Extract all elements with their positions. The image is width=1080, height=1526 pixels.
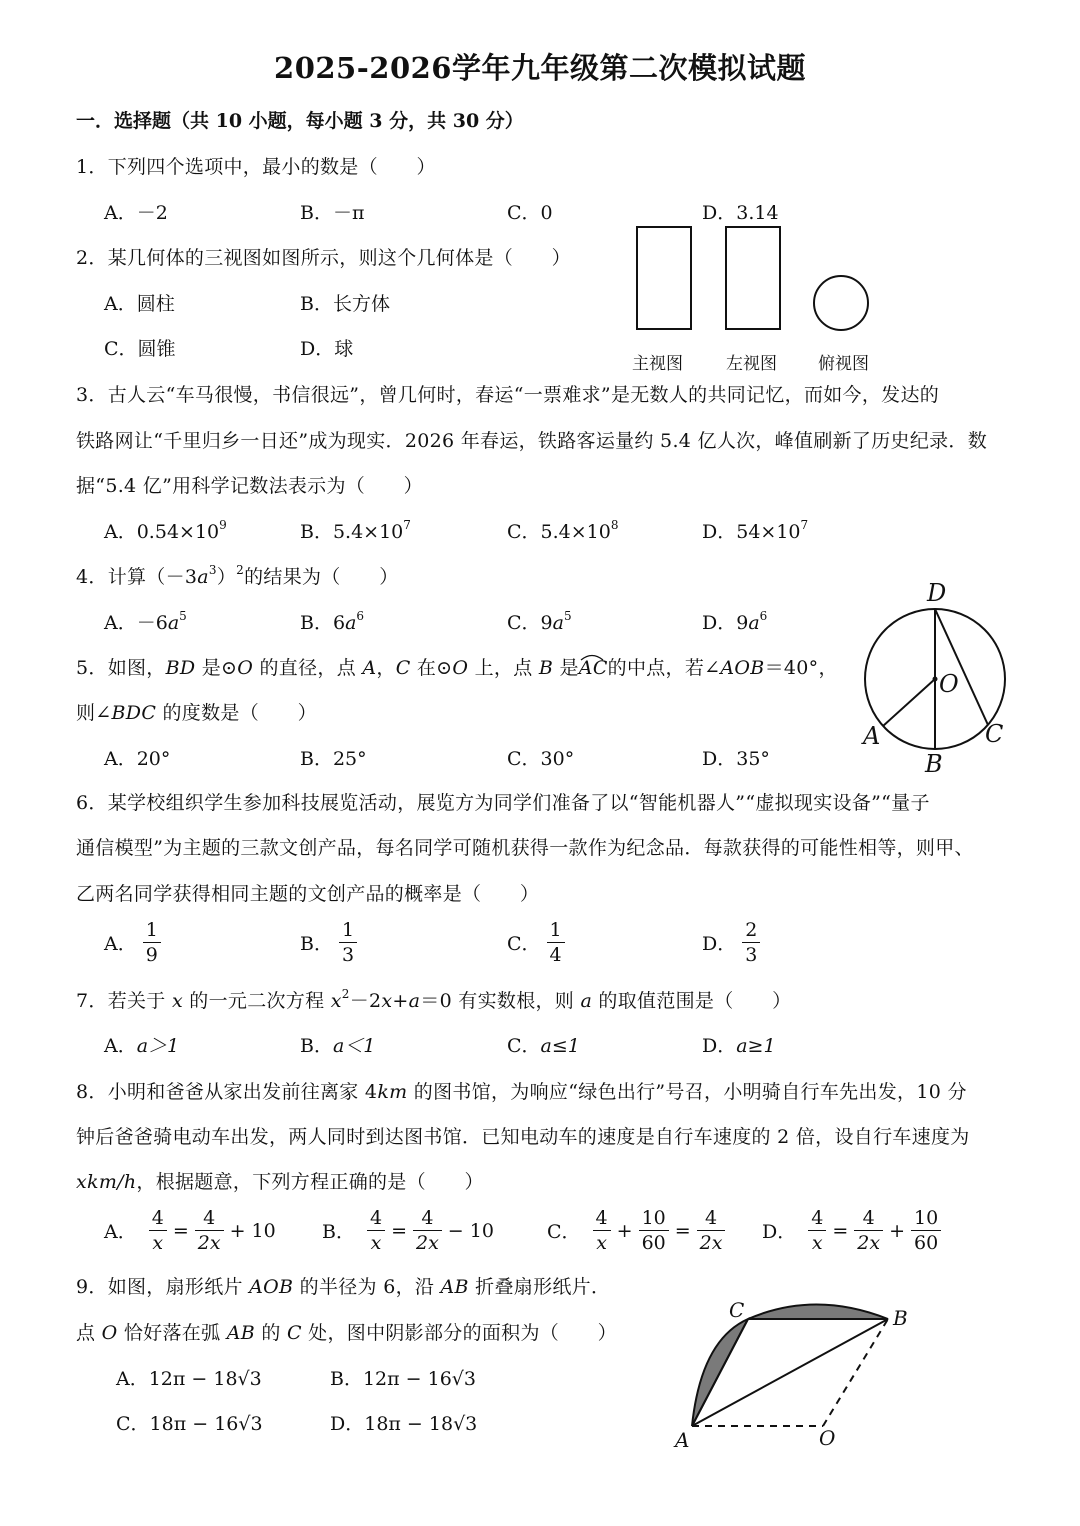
arc-ac: AC [578, 657, 608, 679]
label-b: B [893, 1306, 908, 1330]
q8-option-b: B． $\frac{4}{x}$ = $\frac{4}{2x}$ − 10 [322, 1207, 494, 1254]
q4-option-c: C．$9a^5$ [507, 609, 572, 634]
page-title: 2025-2026学年九年级第二次模拟试题 [274, 51, 806, 85]
label-a: A [863, 722, 881, 750]
q2-option-a: A．圆柱 [104, 293, 175, 315]
front-view-caption: 主视图 [632, 354, 683, 374]
q9-option-d: D．18π − 18√3 [330, 1413, 478, 1435]
left-view-caption: 左视图 [726, 354, 777, 374]
circle-figure [855, 575, 1035, 780]
question-3-line-1: 3．古人云“车马很慢，书信很远”，曾几何时，春运“一票难求”是无数人的共同记忆，而如今，发达的 [76, 384, 940, 406]
label-c: C [729, 1298, 745, 1322]
question-9-line-2: 点 O 恰好落在弧 AB 的 C 处，图中阴影部分的面积为（ ） [76, 1322, 617, 1344]
q1-option-b: B．－π [300, 202, 365, 224]
q8-option-c: C． $\frac{4}{x}$ + $\frac{10}{60}$ = $\frac{4}{2x}$ [547, 1206, 727, 1255]
q6-option-c: C． $\frac{1}{4}$ [507, 918, 567, 967]
label-a: A [675, 1428, 690, 1452]
q1-option-d: D．3.14 [702, 202, 779, 224]
question-3-line-2: 铁路网让“千里归乡一日还”成为现实．2026 年春运，铁路客运量约 5.4 亿人次，峰值刷新了历史纪录．数 [76, 430, 988, 452]
q9-option-a: A．12π − 18√3 [116, 1368, 262, 1390]
shaded-region-cb [748, 1305, 888, 1320]
q4-option-b: B．$6a^6$ [300, 609, 365, 634]
question-5-line-2: 则∠BDC 的度数是（ ） [76, 702, 317, 724]
label-o: O [819, 1426, 836, 1450]
q1-option-c: C．0 [507, 202, 553, 224]
q3-option-c: C．$5.4\times 10^8$ [507, 518, 619, 543]
q2-option-c: C．圆锥 [104, 338, 176, 360]
question-8-line-1: 8．小明和爸爸从家出发前往离家 4km 的图书馆，为响应“绿色出行”号召，小明骑自行车先出发，10 分 [76, 1081, 967, 1103]
question-9-line-1: 9．如图，扇形纸片 AOB 的半径为 6，沿 AB 折叠扇形纸片． [76, 1276, 611, 1298]
front-view-rect [637, 227, 691, 329]
q5-option-b: B．25° [300, 748, 367, 770]
center-dot [933, 677, 938, 682]
question-6-line-1: 6．某学校组织学生参加科技展览活动，展览方为同学们准备了以“智能机器人”“虚拟现实设备”“量子 [76, 792, 930, 814]
q7-option-a: A．a＞1 [104, 1035, 180, 1057]
question-8-line-3: xkm/h，根据题意，下列方程正确的是（ ） [76, 1171, 484, 1193]
segment-oa [883, 679, 935, 726]
q3-option-a: A．$0.54\times 10^9$ [104, 518, 227, 543]
q9-option-b: B．12π − 16√3 [330, 1368, 476, 1390]
section-heading: 一．选择题（共 10 小题，每小题 3 分，共 30 分） [76, 110, 524, 132]
question-6-line-3: 乙两名同学获得相同主题的文创产品的概率是（ ） [76, 883, 540, 905]
q8-option-d: D． $\frac{4}{x}$ = $\frac{4}{2x}$ + $\frac{10}{60}$ [762, 1206, 943, 1255]
q6-option-b: B． $\frac{1}{3}$ [300, 918, 359, 967]
q3-option-b: B．$5.4\times 10^7$ [300, 518, 411, 543]
label-d: D [927, 579, 947, 607]
q5-option-d: D．35° [702, 748, 770, 770]
question-8-line-2: 钟后爸爸骑电动车出发，两人同时到达图书馆．已知电动车的速度是自行车速度的 2 倍，设自行车速度为 [76, 1126, 970, 1148]
q5-option-c: C．30° [507, 748, 575, 770]
q8-option-a: A． $\frac{4}{x}$ = $\frac{4}{2x}$ + 10 [104, 1207, 276, 1254]
q2-option-b: B．长方体 [300, 293, 390, 315]
question-4-stem: 4．计算$(-3a^3)^2$的结果为（ ） [76, 563, 399, 588]
q4-option-a: A．$-6a^5$ [104, 609, 187, 634]
left-view-rect [726, 227, 780, 329]
top-view-circle [814, 276, 868, 330]
three-view-figure [620, 218, 900, 338]
question-5-line-1: 5．如图，BD 是⊙O 的直径，点 A，C 在⊙O 上，点 B 是AC 的中点，若∠AOB＝40°， [76, 657, 838, 679]
q2-option-d: D．球 [300, 338, 354, 360]
q4-option-d: D．$9a^6$ [702, 609, 768, 634]
q1-option-a: A．－2 [104, 202, 168, 224]
q7-option-c: C．a≤1 [507, 1035, 580, 1057]
label-o: O [939, 670, 959, 698]
q7-option-d: D．a≥1 [702, 1035, 776, 1057]
q5-option-a: A．20° [104, 748, 171, 770]
question-3-line-3: 据“5.4 亿”用科学记数法表示为（ ） [76, 475, 423, 497]
label-c: C [985, 720, 1004, 748]
q9-option-c: C．18π − 16√3 [116, 1413, 263, 1435]
question-1-stem: 1．下列四个选项中，最小的数是（ ） [76, 156, 436, 178]
q3-option-d: D．$54\times 10^7$ [702, 518, 809, 543]
label-b: B [925, 750, 943, 778]
radius-ob-dashed [823, 1319, 888, 1426]
chord-ab [692, 1319, 888, 1426]
sector-fold-figure [665, 1290, 925, 1460]
question-6-line-2: 通信模型”为主题的三款文创产品，每名同学可随机获得一款作为纪念品．每款获得的可能性相等，则甲、 [76, 837, 974, 859]
question-7-stem: 7．若关于 x 的一元二次方程 $x^2-2x+a=0$ 有实数根，则 a 的取值范围是（ ） [76, 987, 792, 1012]
question-2-stem: 2．某几何体的三视图如图所示，则这个几何体是（ ） [76, 247, 571, 269]
q7-option-b: B．a＜1 [300, 1035, 376, 1057]
q6-option-a: A． $\frac{1}{9}$ [104, 918, 163, 967]
top-view-caption: 俯视图 [818, 354, 869, 374]
q6-option-d: D． $\frac{2}{3}$ [702, 918, 762, 967]
